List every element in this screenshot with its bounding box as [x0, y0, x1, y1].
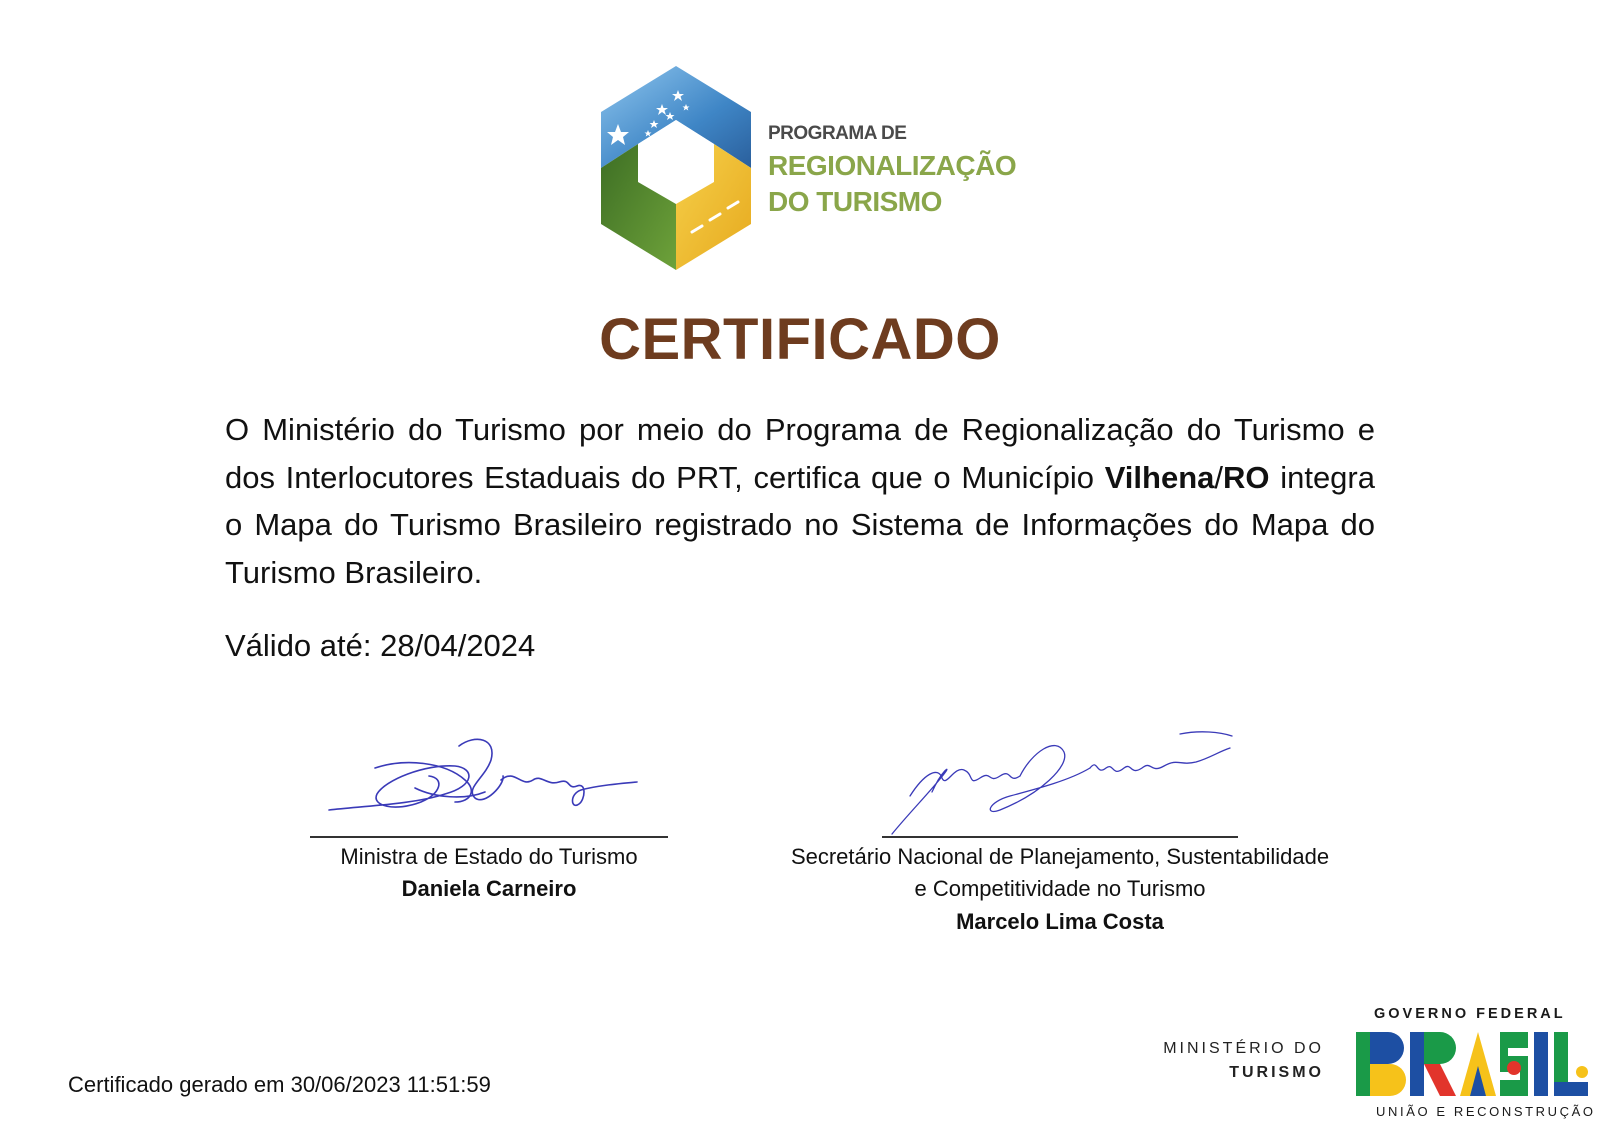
signature-line-1 — [310, 836, 668, 838]
signatory-1-name: Daniela Carneiro — [401, 876, 577, 901]
ministry-logo-line-1: MINISTÉRIO DO — [1163, 1040, 1324, 1057]
logo-text-line-2: REGIONALIZAÇÃO — [768, 150, 1017, 181]
generated-timestamp — [68, 1072, 491, 1098]
certificate-title: CERTIFICADO — [599, 307, 1001, 372]
validity-date: 28/04/2024 — [380, 628, 536, 663]
ministry-logo-line-2: TURISMO — [1229, 1064, 1324, 1081]
brasil-gov-logo-icon — [1356, 1032, 1588, 1096]
signatory-2-role-line-1: Secretário Nacional de Planejamento, Sustentabilidade — [790, 844, 1330, 869]
body-text-part-2: integra o Mapa do Turismo Brasileiro registrado no Sistema de Informações do Mapa do Turismo Brasileiro. — [225, 459, 1375, 590]
gov-federal-label: GOVERNO FEDERAL — [1374, 1006, 1566, 1022]
validity-label: Válido até: — [225, 628, 372, 663]
logo-text-line-1: PROGRAMA DE — [768, 123, 907, 144]
certificate-body — [225, 406, 1375, 596]
signatory-2-name: Marcelo Lima Costa — [956, 909, 1164, 934]
signatory-1-role: Ministra de Estado do Turismo — [340, 844, 638, 869]
body-separator: / — [1214, 459, 1224, 495]
generated-label: Certificado gerado em — [68, 1072, 285, 1097]
municipality-name: Vilhena — [1104, 459, 1215, 495]
signatory-2-role-line-2: e Competitividade no Turismo — [914, 876, 1206, 901]
signature-daniela-carneiro — [325, 728, 655, 828]
signature-line-2 — [882, 836, 1238, 838]
gov-slogan: UNIÃO E RECONSTRUÇÃO — [1376, 1104, 1596, 1119]
body-text-part-1: O Ministério do Turismo por meio do Programa de Regionalização do Turismo e dos Interlocutores Estaduais do PRT, certifica que o Município — [225, 412, 1375, 495]
state-abbreviation: RO — [1223, 459, 1270, 495]
generated-datetime: 30/06/2023 11:51:59 — [290, 1072, 491, 1097]
regionalizacao-logo-icon — [596, 64, 756, 272]
logo-text-line-3: DO TURISMO — [768, 186, 942, 217]
signature-marcelo-lima-costa — [880, 722, 1240, 838]
validity-line — [225, 628, 535, 664]
